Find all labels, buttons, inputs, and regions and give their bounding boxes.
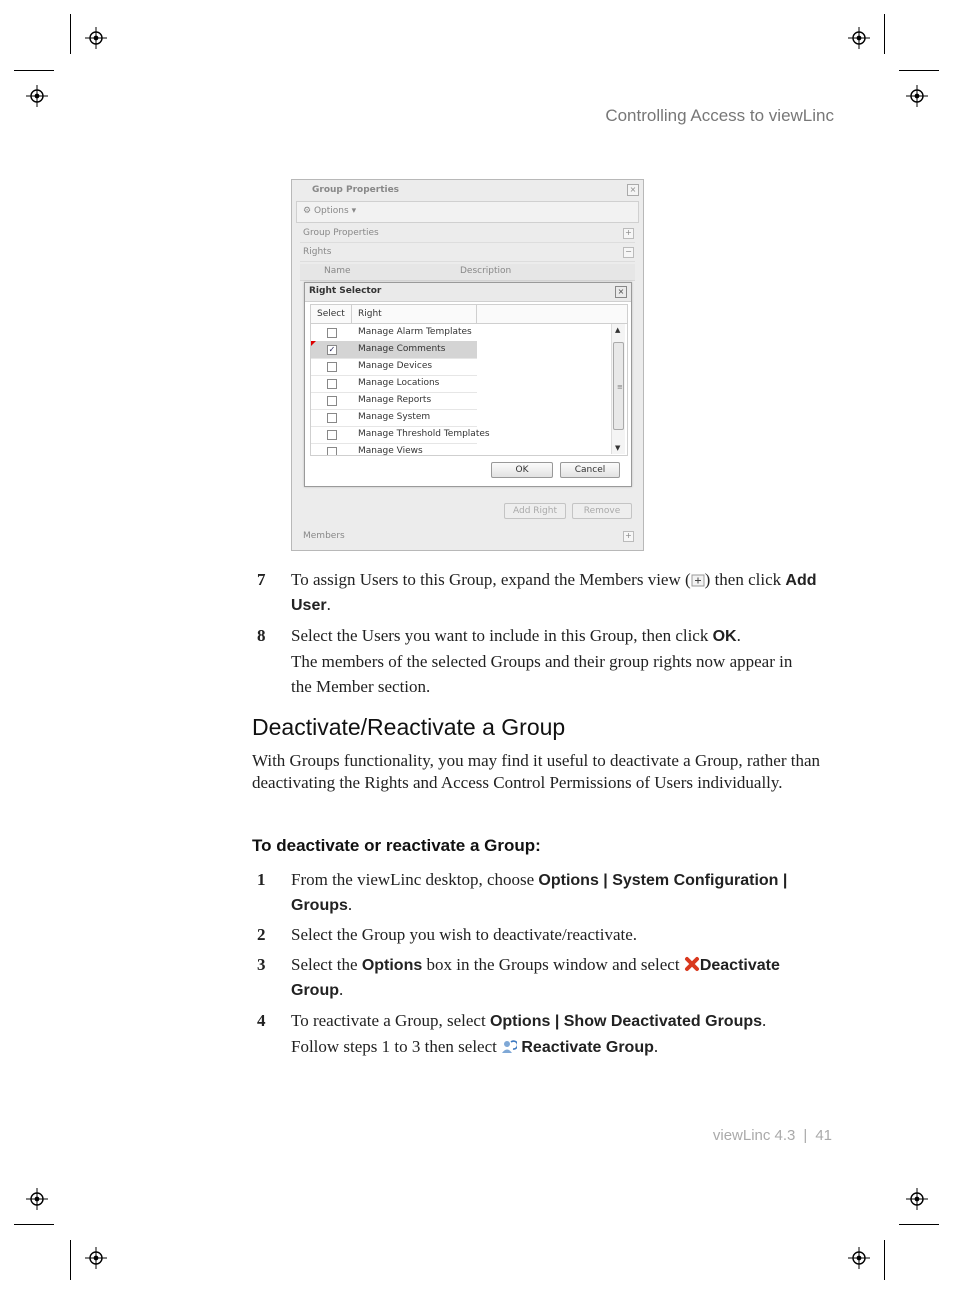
registration-mark-icon: [26, 85, 48, 107]
list-item: 4 To reactivate a Group, select Options | Show Deactivated Groups. Follow steps 1 to 3 then select Reactivate Group.: [257, 1011, 767, 1056]
procedure-steps: [257, 868, 835, 1060]
crop-mark: [884, 14, 885, 54]
list-item: 1 From the viewLinc desktop, choose Options | System Configuration | Groups.: [257, 870, 788, 914]
rights-grid: [310, 304, 628, 456]
checkbox[interactable]: [327, 379, 337, 389]
expand-icon[interactable]: +: [623, 228, 634, 239]
window-title: Group Properties: [312, 185, 400, 195]
scroll-down-icon[interactable]: ▼: [615, 444, 621, 452]
toolbar: [296, 201, 639, 223]
grid-header: [311, 305, 627, 324]
grip-icon: ≡: [617, 383, 623, 391]
list-item: 3 Select the Options box in the Groups window and select Deactivate Group.: [257, 955, 780, 999]
rights-column-headers: [300, 264, 635, 281]
gear-icon: ⚙: [303, 206, 312, 216]
registration-mark-icon: [906, 1188, 928, 1210]
registration-mark-icon: [906, 85, 928, 107]
section-heading: Deactivate/Reactivate a Group: [252, 714, 566, 740]
footer-product: viewLinc 4.3: [712, 1127, 796, 1144]
checkbox[interactable]: [327, 413, 337, 423]
list-item: 7 To assign Users to this Group, expand the Members view ( ) then click Add User.: [257, 570, 817, 614]
cancel-button[interactable]: Cancel: [560, 462, 620, 478]
section-members[interactable]: Members +: [300, 528, 635, 545]
list-item: 2 Select the Group you wish to deactivate/reactivate.: [257, 925, 638, 944]
remove-button[interactable]: Remove: [572, 503, 632, 519]
ok-button[interactable]: OK: [491, 462, 553, 478]
list-item[interactable]: Manage Views: [311, 443, 477, 456]
dialog-title: Right Selector: [309, 286, 382, 296]
group-properties-screenshot: [291, 179, 644, 551]
checkbox[interactable]: [327, 328, 337, 338]
column-right: Right: [358, 309, 382, 319]
running-header: Controlling Access to viewLinc: [605, 106, 834, 125]
modified-flag-icon: [311, 341, 316, 346]
collapse-icon[interactable]: −: [623, 247, 634, 258]
dialog-header: [305, 283, 631, 302]
list-item[interactable]: Manage Alarm Templates: [311, 324, 477, 342]
options-menu-button[interactable]: ⚙ Options ▾: [303, 206, 357, 216]
footer-separator: |: [803, 1127, 808, 1144]
reactivate-icon: [501, 1038, 517, 1054]
checkbox[interactable]: [327, 430, 337, 440]
section-rights[interactable]: Rights −: [300, 244, 635, 262]
list-item[interactable]: ✓ Manage Comments: [311, 341, 477, 359]
crop-mark: [70, 14, 71, 54]
registration-mark-icon: [26, 1188, 48, 1210]
page-footer: [713, 1127, 832, 1144]
column-select: Select: [317, 309, 345, 319]
checkbox-checked[interactable]: ✓: [328, 345, 336, 354]
list-item: 8 Select the Users you want to include in this Group, then click OK. The members of the selected Groups and their group rights now appear in the Member section.: [257, 626, 793, 696]
page-number: 41: [815, 1127, 832, 1144]
section-intro: With Groups functionality, you may find it useful to deactivate a Group, rather than deactivating the Rights and Access Control Permissions of Users individually.: [252, 751, 821, 792]
crop-mark: [70, 1240, 71, 1280]
expand-members-icon: [691, 574, 705, 587]
crop-mark: [884, 1240, 885, 1280]
steps-top: [257, 568, 817, 699]
checkbox[interactable]: [327, 396, 337, 406]
scroll-up-icon[interactable]: ▲: [615, 326, 621, 334]
crop-mark: [14, 1224, 54, 1225]
list-item[interactable]: Manage Threshold Templates: [311, 426, 477, 444]
scrollbar[interactable]: [611, 324, 625, 454]
procedure-heading: To deactivate or reactivate a Group:: [252, 836, 541, 855]
list-item[interactable]: Manage Locations: [311, 375, 477, 393]
registration-mark-icon: [848, 27, 870, 49]
scrollbar-thumb[interactable]: [613, 342, 624, 430]
registration-mark-icon: [85, 1247, 107, 1269]
right-selector-dialog: [304, 282, 632, 487]
column-description: Description: [460, 266, 512, 276]
registration-mark-icon: [85, 27, 107, 49]
close-icon[interactable]: ×: [615, 286, 627, 298]
column-name: Name: [324, 266, 351, 276]
list-item[interactable]: Manage System: [311, 409, 477, 427]
list-item[interactable]: Manage Devices: [311, 358, 477, 376]
crop-mark: [899, 1224, 939, 1225]
registration-mark-icon: [848, 1247, 870, 1269]
add-right-button[interactable]: Add Right: [504, 503, 566, 519]
crop-mark: [14, 70, 54, 71]
expand-icon[interactable]: +: [623, 531, 634, 542]
crop-mark: [899, 70, 939, 71]
list-item[interactable]: Manage Reports: [311, 392, 477, 410]
deactivate-icon: [684, 956, 700, 972]
section-group-properties[interactable]: Group Properties +: [300, 225, 635, 243]
checkbox[interactable]: [327, 447, 337, 456]
chevron-down-icon: ▾: [351, 206, 357, 216]
close-icon[interactable]: ×: [627, 184, 639, 196]
checkbox[interactable]: [327, 362, 337, 372]
